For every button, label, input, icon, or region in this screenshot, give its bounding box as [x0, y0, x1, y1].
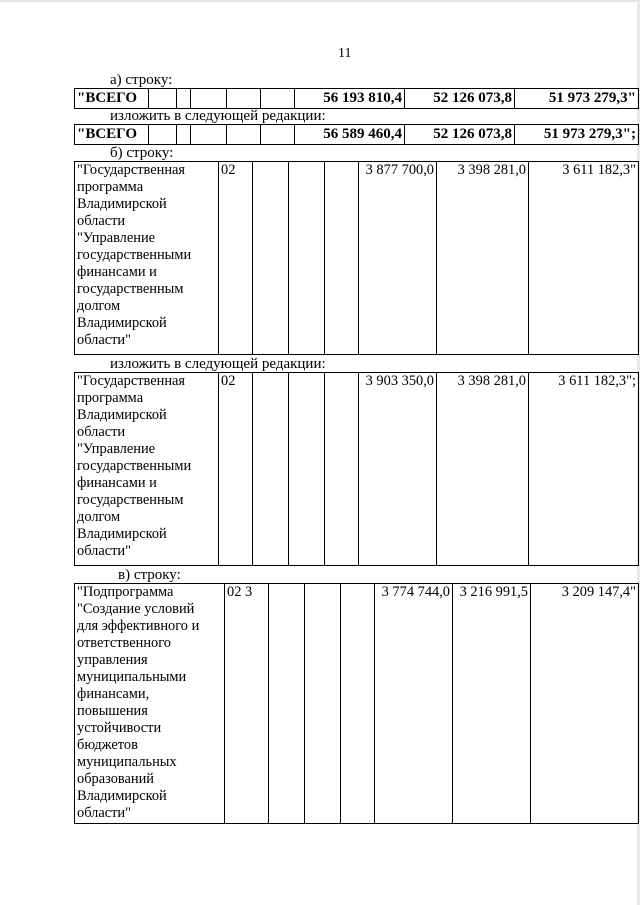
total-label: "ВСЕГО [75, 125, 149, 145]
program-name: "Государственная программа Владимирской области "Управление государственными финансами и государственным долгом Владимирской области" [75, 162, 219, 355]
value-3: 51 973 279,3" [515, 89, 639, 109]
empty-cell [177, 89, 191, 109]
program-code: 02 [219, 373, 253, 566]
caption-a: а) строку: [110, 72, 173, 88]
total-label: "ВСЕГО [75, 89, 149, 109]
empty-cell [341, 584, 375, 824]
empty-cell [149, 89, 177, 109]
value-3: 3 209 147,4" [531, 584, 639, 824]
subprogram-row-old [74, 583, 639, 824]
empty-cell [227, 125, 261, 145]
value-1: 3 877 700,0 [359, 162, 437, 355]
program-row-old [74, 161, 639, 355]
scan-top-edge [0, 0, 640, 2]
empty-cell [149, 125, 177, 145]
empty-cell [325, 373, 359, 566]
empty-cell [305, 584, 341, 824]
caption-c: в) строку: [118, 567, 181, 583]
empty-cell [191, 125, 227, 145]
empty-cell [227, 89, 261, 109]
total-row-old [74, 88, 639, 109]
program-row-new [74, 372, 639, 566]
program-name: "Государственная программа Владимирской области "Управление государственными финансами и государственным долгом Владимирской области" [75, 373, 219, 566]
empty-cell [325, 162, 359, 355]
value-3: 51 973 279,3"; [515, 125, 639, 145]
program-code: 02 [219, 162, 253, 355]
empty-cell [253, 162, 289, 355]
value-1: 56 589 460,4 [295, 125, 405, 145]
value-1: 3 903 350,0 [359, 373, 437, 566]
empty-cell [253, 373, 289, 566]
empty-cell [289, 162, 325, 355]
caption-b: б) строку: [110, 145, 174, 161]
total-row-new [74, 124, 639, 145]
value-2: 3 398 281,0 [437, 373, 529, 566]
value-1: 3 774 744,0 [375, 584, 453, 824]
page-number: 11 [338, 46, 352, 61]
empty-cell [261, 89, 295, 109]
value-2: 3 398 281,0 [437, 162, 529, 355]
subprogram-name: "Подпрограмма "Создание условий для эффективного и ответственного управления муниципальными финансами, повышения устойчивости бюджетов муниципальных образований Владимирской области" [75, 584, 225, 824]
empty-cell [177, 125, 191, 145]
subprogram-code: 02 3 [225, 584, 269, 824]
edit-caption-a: изложить в следующей редакции: [110, 108, 326, 124]
value-3: 3 611 182,3"; [529, 373, 639, 566]
value-3: 3 611 182,3" [529, 162, 639, 355]
empty-cell [289, 373, 325, 566]
value-2: 3 216 991,5 [453, 584, 531, 824]
value-1: 56 193 810,4 [295, 89, 405, 109]
empty-cell [191, 89, 227, 109]
edit-caption-b: изложить в следующей редакции: [110, 356, 326, 372]
value-2: 52 126 073,8 [405, 125, 515, 145]
empty-cell [261, 125, 295, 145]
empty-cell [269, 584, 305, 824]
value-2: 52 126 073,8 [405, 89, 515, 109]
